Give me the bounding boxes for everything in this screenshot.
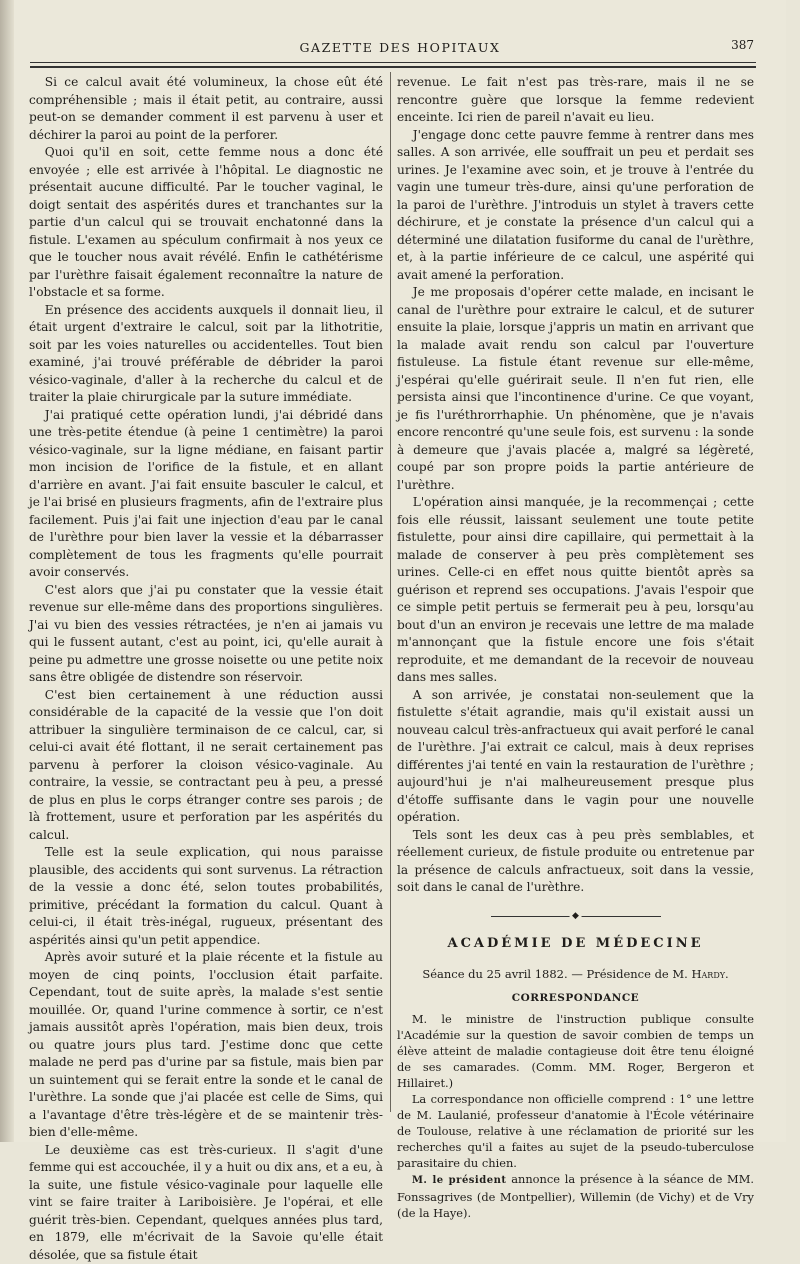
president-announcement: annonce la présence à la séance de MM. Fonssagrives (de Montpellier), Willemin (de Vichy) et de Vry (de la Haye). [397,1172,754,1220]
paragraph: Après avoir suturé et la plaie récente et la fistule au moyen de cinq points, l'occlusion était parfaite. Cependant, tout de suite après, la malade s'est sentie mouillée. Or, quand l'urine commence à sortir, ce n'est jamais aussitôt après l'opération, mais bien deux, trois ou quatre jours plus tard. J'estime donc que cette malade ne perd pas d'urine par sa fistule, mais bien par un suintement qui se ferait entre la sonde et le canal de l'urèthre. La sonde que j'ai placée est celle de Sims, qui a l'avantage d'être très-légère et de se maintenir très-bien d'elle-même. [29,949,383,1142]
paragraph: En présence des accidents auxquels il donnait lieu, il était urgent d'extraire le calcul, soit par la lithotritie, soit par les voies naturelles ou accidentelles. Tout bien examiné, j'ai trouvé préférable de débrider la paroi vésico-vaginale, d'aller à la recherche du calcul et de traiter la plaie chirurgicale par la suture immédiate. [29,302,383,407]
paragraph: C'est alors que j'ai pu constater que la vessie était revenue sur elle-même dans des proportions singulières. J'ai vu bien des vessies rétractées, je n'en ai jamais vu qui le fussent autant, c'est au point, ici, qu'elle aurait à peine pu admettre une grosse noisette ou une petite noix sans être obligée de distendre son réservoir. [29,582,383,687]
paragraph: J'ai pratiqué cette opération lundi, j'ai débridé dans une très-petite étendue (à peine 1 centimètre) la paroi vésico-vaginale, sur la ligne médiane, en faisant partir mon incision de l'orifice de la fistule, et en allant d'arrière en avant. J'ai fait ensuite basculer le calcul, et je l'ai brisé en plusieurs fragments, afin de l'extraire plus facilement. Puis j'ai fait une injection d'eau par le canal de l'urèthre pour bien laver la vessie et la débarrasser complètement de tous les fragments qu'elle pourrait avoir conservés. [29,407,383,582]
section-title: ACADÉMIE DE MÉDECINE [397,935,754,953]
correspondance-heading: CORRESPONDANCE [397,990,754,1008]
page-number: 387 [731,38,754,52]
paragraph: Quoi qu'il en soit, cette femme nous a donc été envoyée ; elle est arrivée à l'hôpital. Le diagnostic ne présentait aucune difficulté. Par le toucher vaginal, le doigt sentait des aspérités dures et tranchantes sur la partie d'un calcul qui se trouvait enchatonné dans la fistule. L'examen au spéculum confirmait à nos yeux ce que le toucher nous avait révélé. Enfin le cathétérisme par l'urèthre faisait également reconnaître la nature de l'obstacle et sa forme. [29,144,383,302]
paragraph: Telle est la seule explication, qui nous paraisse plausible, des accidents qui sont survenus. La rétraction de la vessie a donc été, selon toutes probabilités, primitive, précédant la formation du calcul. Quant à celui-ci, il était très-inégal, rugueux, présentant des aspérités ainsi qu'un petit appendice. [29,844,383,949]
paragraph: C'est bien certainement à une réduction aussi considérable de la capacité de la vessie que l'on doit attribuer la singulière terminaison de ce calcul, car, si celui-ci avait été flottant, il ne serait certainement pas parvenu à perforer la cloison vésico-vaginale. Au contraire, la vessie, se contractant peu à peu, a pressé de plus en plus le corps étranger contre ses parois ; de là frottement, usure et perforation par les aspérités du calcul. [29,687,383,845]
diamond-ornament-icon: ◆ [569,911,582,921]
newspaper-page [14,0,786,1142]
header-rule-thick [30,66,756,68]
book-spine [0,0,14,1142]
session-prefix: Séance du 25 avril 1882. — Présidence de M. [422,967,688,981]
right-column [397,74,754,1221]
running-title: GAZETTE DES HOPITAUX [14,40,786,55]
paragraph: L'opération ainsi manquée, je la recommençai ; cette fois elle réussit, laissant seulement une toute petite fistulette, pour ainsi dire capillaire, qui permettait à la malade de conserver à peu près complètement ses urines. Celle-ci en effet nous quitte bientôt après sa guérison et reprend ses occupations. J'avais l'espoir que ce simple petit pertuis se fermerait peu à peu, lorsqu'au bout d'un an environ je recevais une lettre de ma malade m'annonçant que la fistule encore une fois s'était reproduite, et me demandant de la recevoir de nouveau dans mes salles. [397,494,754,687]
paragraph: J'engage donc cette pauvre femme à rentrer dans mes salles. A son arrivée, elle souffrait un peu et perdait ses urines. Je l'examine avec soin, et je trouve à l'entrée du vagin une tumeur très-dure, ainsi qu'une perforation de la paroi de l'urèthre. J'introduis un stylet à travers cette déchirure, et je constate la présence d'un calcul qui a déterminé une dilatation fusiforme du canal de l'urèthre, et, à la partie inférieure de ce calcul, une aspérité qui avait amené la perforation. [397,127,754,285]
page-header [14,38,786,58]
left-column [29,74,383,1264]
paragraph: Si ce calcul avait été volumineux, la chose eût été compréhensible ; mais il était petit, au contraire, aussi peut-on se demander comment il est parvenu à user et déchirer la paroi au point de la perforer. [29,74,383,144]
paragraph: Tels sont les deux cas à peu près semblables, et réellement curieux, de fistule produite ou entretenue par la présence de calculs anfractueux, soit dans la vessie, soit dans le canal de l'urèthre. [397,827,754,897]
paragraph: A son arrivée, je constatai non-seulement que la fistulette s'était agrandie, mais qu'il existait aussi un nouveau calcul très-anfractueux qui avait perforé le canal de l'urèthre. J'ai extrait ce calcul, mais à deux reprises différentes j'ai tenté en vain la restauration de l'urèthre ; aujourd'hui je n'ai malheureusement presque plus d'étoffe suffisante dans le vagin pour une nouvelle opération. [397,687,754,827]
paragraph: La correspondance non officielle comprend : 1° une lettre de M. Laulanié, professeur d'anatomie à l'École vétérinaire de Toulouse, relative à une réclamation de priorité sur les recherches qu'il a faites au sujet de la pseudo-tuberculose parasitaire du chien. [397,1091,754,1171]
session-line [397,966,754,984]
president-lead: M. le président [412,1175,507,1186]
academie-section [397,966,754,1221]
paragraph: revenue. Le fait n'est pas très-rare, mais il ne se rencontre guère que lorsque la femme redevient enceinte. Ici rien de pareil n'avait eu lieu. [397,74,754,127]
paragraph: Le deuxième cas est très-curieux. Il s'agit d'une femme qui est accouchée, il y a huit ou dix ans, et a eu, à la suite, une fistule vésico-vaginale pour laquelle elle vint se faire traiter à Lariboisière. Je l'opérai, et elle guérit très-bien. Cependant, quelques années plus tard, en 1879, elle m'écrivait de la Savoie qu'elle était désolée, que sa fistule était [29,1142,383,1264]
session-president: Hardy. [691,967,728,981]
paragraph [397,1171,754,1221]
paragraph: M. le ministre de l'instruction publique consulte l'Académie sur la question de savoir combien de temps un élève atteint de maladie contagieuse doit être tenu éloigné de ses camarades. (Comm. MM. Roger, Bergeron et Hillairet.) [397,1011,754,1091]
column-divider [390,72,391,1112]
section-separator [491,911,661,921]
paragraph: Je me proposais d'opérer cette malade, en incisant le canal de l'urèthre pour extraire le calcul, et de suturer ensuite la plaie, lorsque j'appris un matin en arrivant que la malade avait rendu son calcul par l'ouverture fistuleuse. La fistule étant revenue sur elle-même, j'espérai qu'elle guérirait seule. Il n'en fut rien, elle persista ainsi que l'incontinence d'urine. Ce que voyant, je fis l'uréthrorrhaphie. Un phénomène, que je n'avais encore rencontré qu'une seule fois, est survenu : la sonde à demeure que j'avais placée a, malgré sa légèreté, coupé par son propre poids la partie antérieure de l'urèthre. [397,284,754,494]
header-rule-thin [30,62,756,63]
